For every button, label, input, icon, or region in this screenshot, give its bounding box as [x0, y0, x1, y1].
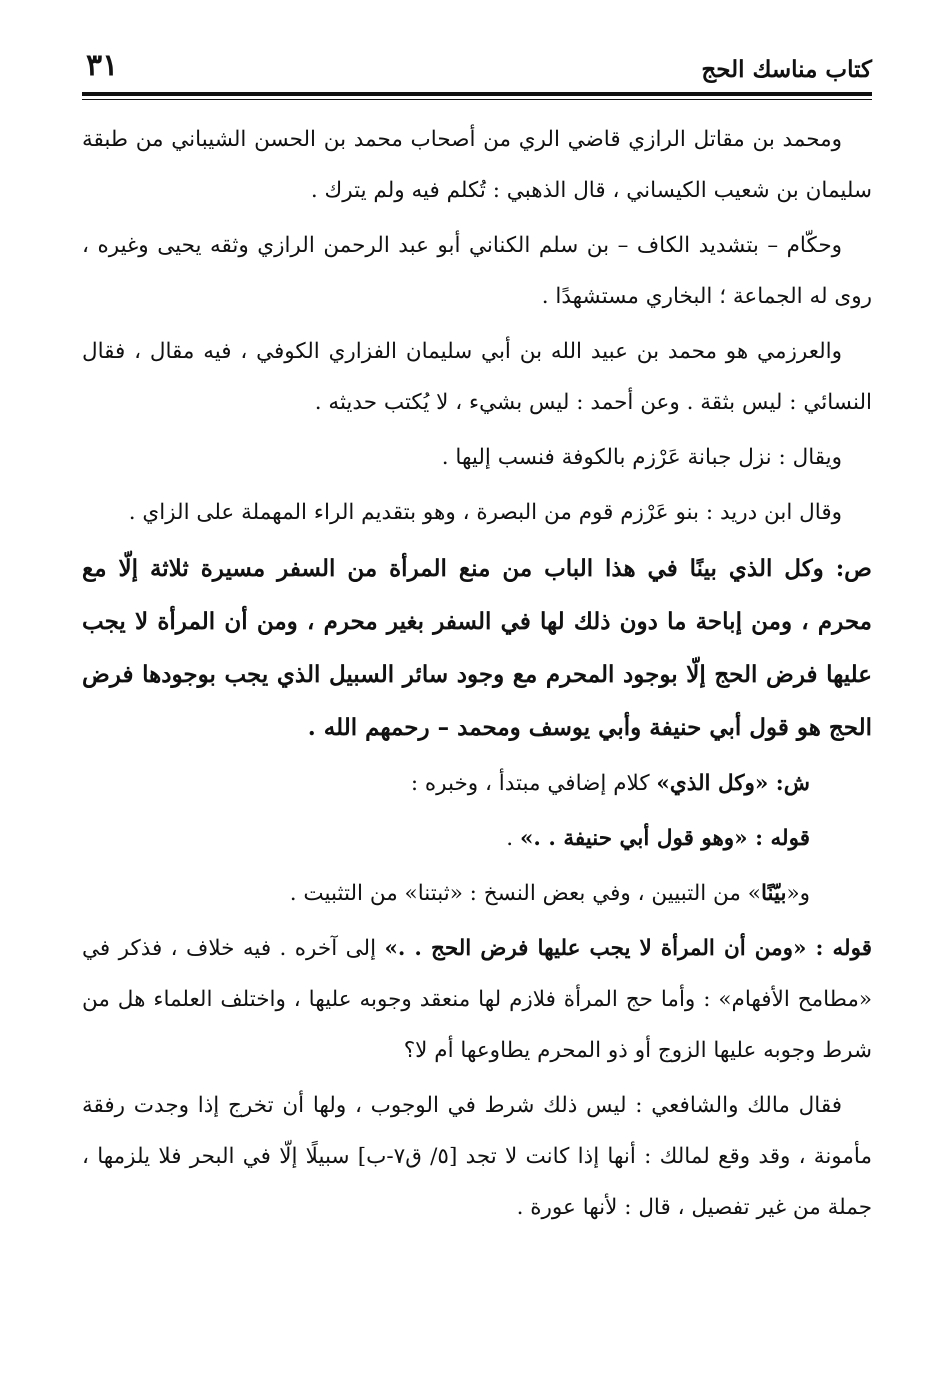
book-page — [82, 40, 872, 1237]
running-title: كتاب مناسك الحج — [701, 56, 872, 83]
commentary-paragraph — [82, 758, 872, 809]
bayyanna-lead: بيّنًا — [760, 881, 787, 906]
page-header — [82, 40, 872, 88]
woman-hajj-lead: قوله : «ومن أن المرأة لا يجب عليها فرض الحج . .» — [384, 936, 872, 961]
woman-hajj-paragraph — [82, 923, 872, 1076]
paragraph-hakkam: وحكّام – بتشديد الكاف – بن سلم الكناني أبو عبد الرحمن الرازي وثقه يحيى وغيره ، روى له الجماعة ؛ البخاري مستشهدًا . — [82, 233, 872, 309]
paragraph-ibn-durayd: وقال ابن دريد : بنو عَرْزم قوم من البصرة ، وهو بتقديم الراء المهملة على الزاي . — [128, 500, 842, 525]
page-number: ٣١ — [86, 48, 119, 83]
paragraph-jabbanat-arzam: ويقال : نزل جبانة عَرْزم بالكوفة فنسب إليها . — [441, 445, 842, 470]
page-body — [82, 114, 872, 1233]
header-rule-thin — [82, 99, 872, 100]
commentary-lead: ش: «وكل الذي» — [656, 771, 810, 796]
quote-abu-hanifa-paragraph — [82, 813, 872, 864]
woman-hajj-text: إلى آخره . فيه خلاف ، فذكر في «مطامح الأفهام» : وأما حج المرأة فلازم لها منعقد وجوبه عليها ، واختلف العلماء هل من شرط وجوبه عليها الزوج أو ذو المحرم يطاوعها أم لا؟ — [82, 936, 872, 1063]
bayyanna-paragraph — [82, 868, 872, 919]
paragraph-ibn-muqatil: ومحمد بن مقاتل الرازي قاضي الري من أصحاب محمد بن الحسن الشيباني من طبقة سليمان بن شعيب الكيساني ، قال الذهبي : تُكلم فيه ولم يترك . — [82, 127, 872, 203]
bayyanna-prefix: و« — [786, 881, 810, 906]
quote-abu-hanifa-lead: قوله : «وهو قول أبي حنيفة . .» — [519, 826, 810, 851]
quote-abu-hanifa-text: . — [506, 826, 520, 851]
commentary-text: كلام إضافي مبتدأ ، وخبره : — [410, 771, 657, 796]
malik-shafii-paragraph: فقال مالك والشافعي : ليس ذلك شرط في الوجوب ، ولها أن تخرج إذا وجدت رفقة مأمونة ، وقد وقع لمالك : أنها إذا كانت لا تجد [٥/ ق٧-ب] سبيلًا إلّا في البحر فلا يلزمها ، جملة من غير تفصيل ، قال : لأنها عورة . — [82, 1093, 872, 1220]
bayyanna-text: » من التبيين ، وفي بعض النسخ : «ثبتنا» من التثبيت . — [289, 881, 761, 906]
main-text-paragraph: ص: وكل الذي بينًا في هذا الباب من منع المرأة من السفر مسيرة ثلاثة إلّا مع محرم ، ومن إباحة ما دون ذلك لها في السفر بغير محرم ، ومن أن المرأة لا يجب عليها فرض الحج إلّا بوجود المحرم مع وجود سائر السبيل الذي يجب بوجودها فرض الحج هو قول أبي حنيفة وأبي يوسف ومحمد – رحمهم الله . — [82, 555, 872, 741]
header-rule-thick — [82, 92, 872, 96]
paragraph-arzami: والعرزمي هو محمد بن عبيد الله بن أبي سليمان الفزاري الكوفي ، فيه مقال ، فقال النسائي : ليس بثقة . وعن أحمد : ليس بشيء ، لا يُكتب حديثه . — [82, 339, 872, 415]
